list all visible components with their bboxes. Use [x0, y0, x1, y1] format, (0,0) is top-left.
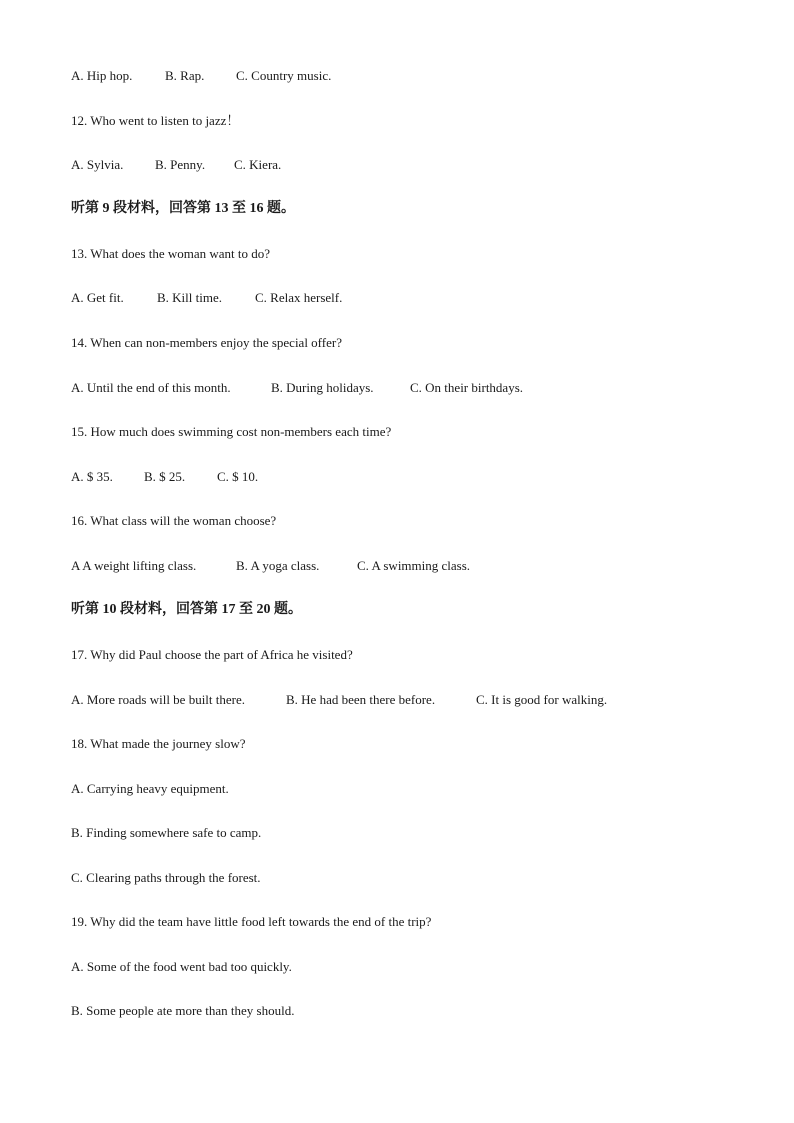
q12-question: 12. Who went to listen to jazz！ — [71, 113, 240, 128]
q11-option-a: A. Hip hop. — [71, 68, 133, 83]
q14-options — [71, 380, 523, 396]
q19-option-a: A. Some of the food went bad too quickly. — [71, 959, 292, 974]
q19-option-b: B. Some people ate more than they should. — [71, 1003, 295, 1018]
q13-question: 13. What does the woman want to do? — [71, 246, 271, 261]
q16-option-c: C. A swimming class. — [357, 558, 471, 573]
q13-options — [71, 290, 342, 306]
q15-option-c: C. $ 10. — [217, 469, 259, 484]
q18-question: 18. What made the journey slow? — [71, 736, 246, 751]
q18-option-b: B. Finding somewhere safe to camp. — [71, 825, 262, 840]
q12-option-a: A. Sylvia. — [71, 157, 124, 172]
q19-question: 19. Why did the team have little food left towards the end of the trip? — [71, 914, 432, 929]
section-9-heading: 听第 9 段材料，回答第 13 至 16 题。 — [71, 201, 295, 216]
q17-option-c: C. It is good for walking. — [476, 692, 608, 707]
q14-option-a: A. Until the end of this month. — [71, 380, 231, 395]
q15-question: 15. How much does swimming cost non-members each time? — [71, 424, 392, 439]
q16-options — [71, 558, 470, 574]
q14-question: 14. When can non-members enjoy the special offer? — [71, 335, 342, 350]
q16-option-a: A A weight lifting class. — [71, 558, 197, 573]
q11-option-c: C. Country music. — [236, 68, 332, 83]
q14-option-b: B. During holidays. — [271, 380, 374, 395]
section-10-heading: 听第 10 段材料，回答第 17 至 20 题。 — [71, 602, 302, 617]
q13-option-b: B. Kill time. — [157, 290, 222, 305]
q16-option-b: B. A yoga class. — [236, 558, 320, 573]
q16-question: 16. What class will the woman choose? — [71, 513, 277, 528]
q13-option-c: C. Relax herself. — [255, 290, 343, 305]
q11-options — [71, 68, 331, 84]
q12-option-c: C. Kiera. — [234, 157, 282, 172]
q17-option-b: B. He had been there before. — [286, 692, 436, 707]
q12-option-b: B. Penny. — [155, 157, 206, 172]
q17-question: 17. Why did Paul choose the part of Africa he visited? — [71, 647, 353, 662]
q13-option-a: A. Get fit. — [71, 290, 124, 305]
q18-option-c: C. Clearing paths through the forest. — [71, 870, 261, 885]
q17-option-a: A. More roads will be built there. — [71, 692, 246, 707]
q17-options — [71, 692, 607, 708]
q12-options — [71, 157, 281, 173]
q18-option-a: A. Carrying heavy equipment. — [71, 781, 229, 796]
q11-option-b: B. Rap. — [165, 68, 205, 83]
q15-options — [71, 469, 258, 485]
q15-option-b: B. $ 25. — [144, 469, 186, 484]
q15-option-a: A. $ 35. — [71, 469, 113, 484]
q14-option-c: C. On their birthdays. — [410, 380, 524, 395]
